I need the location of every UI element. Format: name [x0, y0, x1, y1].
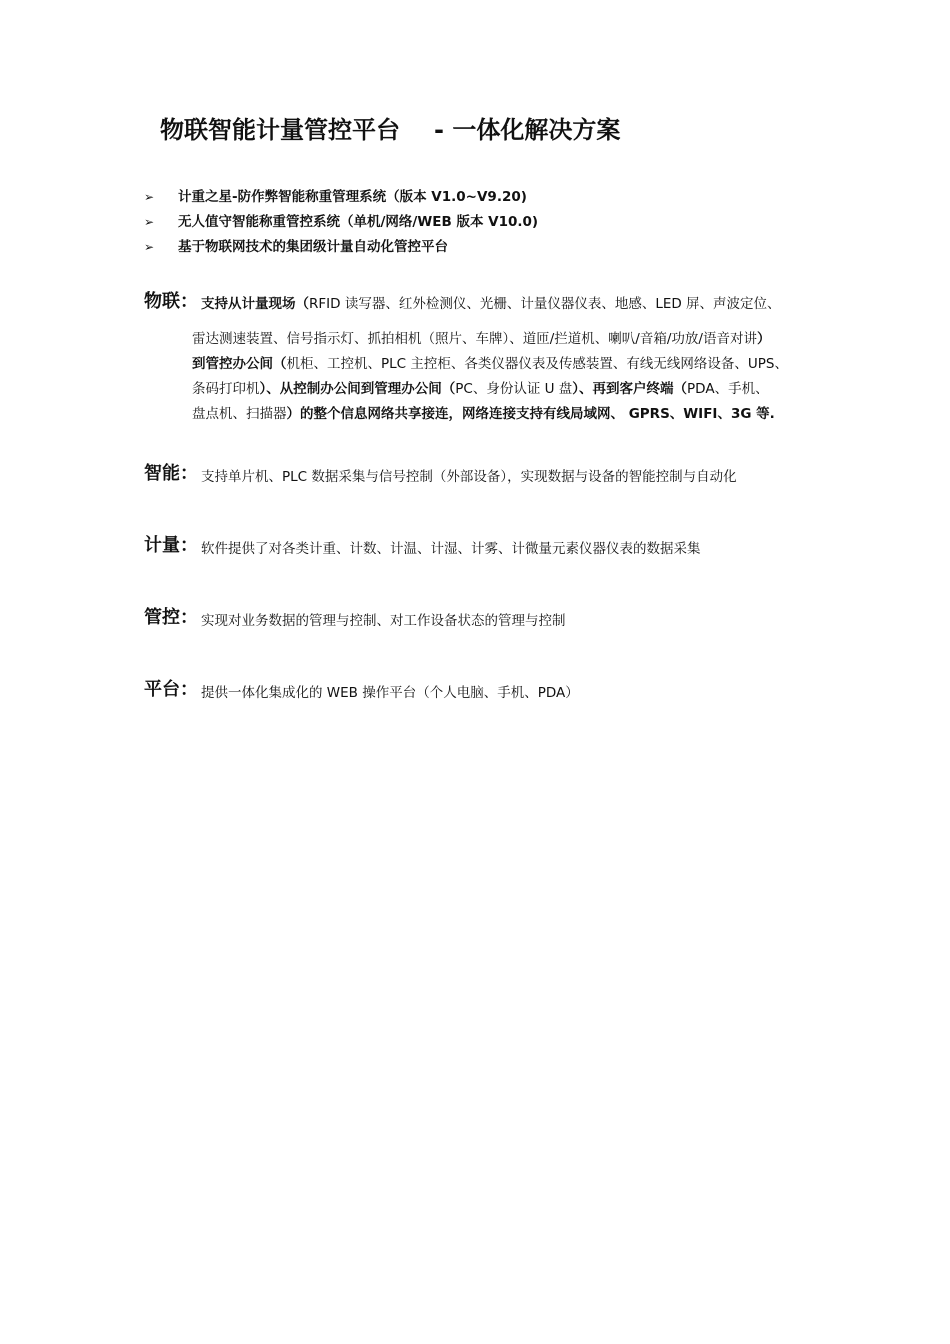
section-body: 提供一体化集成化的 WEB 操作平台（个人电脑、手机、PDA）: [201, 685, 579, 701]
section-body: 支持单片机、PLC 数据采集与信号控制（外部设备），实现数据与设备的智能控制与自动化: [201, 469, 737, 485]
title-subtitle: - 一体化解决方案: [434, 116, 621, 144]
section-label: 计量：: [144, 535, 198, 556]
paragraph-line: [192, 352, 788, 377]
text: 盘点机、扫描器: [192, 406, 287, 422]
bullet-text: 基于物联网技术的集团级计量自动化管控平台: [178, 239, 448, 255]
bold-text: ）: [756, 331, 771, 347]
arrow-bullet-icon: ➢: [144, 190, 155, 204]
section-label: 智能：: [144, 463, 198, 484]
section-label: 平台：: [144, 679, 198, 700]
paragraph-line: [192, 327, 788, 352]
bold-text: ）、再到客户终端（: [572, 381, 688, 397]
bold-text: 支持从计量现场（: [201, 296, 309, 312]
bold-text: 到管控办公间（: [192, 356, 287, 372]
paragraph-line: [201, 292, 788, 317]
bullet-text: 计重之星-防作弊智能称重管理系统（版本 V1.0~V9.20): [178, 189, 527, 205]
product-bullet-list: [144, 185, 538, 260]
bullet-item: [144, 185, 538, 210]
bold-text: ）、从控制办公间到管理办公间（: [259, 381, 456, 397]
section-body: [192, 292, 788, 427]
section-label: 物联：: [144, 291, 198, 312]
bullet-text: 无人值守智能称重管控系统（单机/网络/WEB 版本 V10.0): [178, 214, 539, 230]
title-main: 物联智能计量管控平台: [160, 116, 400, 144]
bold-text: ）的整个信息网络共享接连，网络连接支持有线局域网、 GPRS、WIFI、3G 等.: [286, 406, 775, 422]
paragraph-line: [192, 377, 788, 402]
bullet-item: [144, 235, 538, 260]
arrow-bullet-icon: ➢: [144, 215, 155, 229]
text: 雷达测速装置、信号指示灯、抓拍相机（照片、车牌）、道匝/拦道机、喇叭/音箱/功放/语音对讲: [192, 331, 757, 347]
document-title: [160, 110, 620, 145]
text: RFID 读写器、红外检测仪、光栅、计量仪器仪表、地感、LED 屏、声波定位、: [309, 296, 781, 312]
section-body: 实现对业务数据的管理与控制、对工作设备状态的管理与控制: [201, 613, 566, 629]
arrow-bullet-icon: ➢: [144, 240, 155, 254]
text: PC、身份认证 U 盘: [455, 381, 573, 397]
text: 机柜、工控机、PLC 主控柜、各类仪器仪表及传感装置、有线无线网络设备、UPS、: [286, 356, 788, 372]
text: 条码打印机: [192, 381, 260, 397]
bullet-item: [144, 210, 538, 235]
section-body: 软件提供了对各类计重、计数、计温、计湿、计雾、计微量元素仪器仪表的数据采集: [201, 541, 701, 557]
paragraph-line: [192, 402, 788, 427]
section-label: 管控：: [144, 607, 198, 628]
text: PDA、手机、: [687, 381, 769, 397]
